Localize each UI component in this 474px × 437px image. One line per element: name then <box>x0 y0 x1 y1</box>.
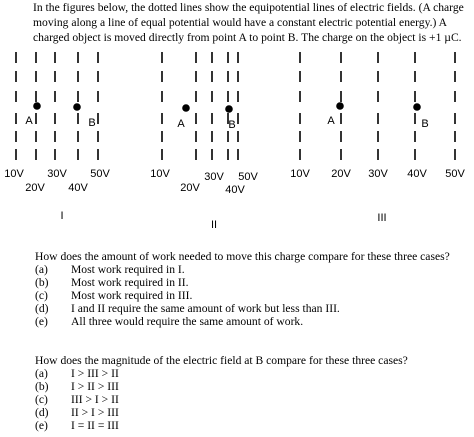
question-1-option-b[interactable] <box>35 276 189 289</box>
option-text: I = II = III <box>71 419 119 432</box>
question-2-text: How does the magnitude of the electric field at B compare for these three cases? <box>35 354 408 367</box>
voltage-label: 40V <box>68 182 88 194</box>
voltage-label: 20V <box>180 182 200 194</box>
point-a-marker <box>182 104 190 112</box>
voltage-label: 50V <box>445 168 465 180</box>
point-b-label: B <box>228 119 236 131</box>
voltage-label: 50V <box>238 171 258 183</box>
option-text: I > III > II <box>71 367 119 380</box>
voltage-label: 30V <box>47 168 67 180</box>
question-2-option-e[interactable] <box>35 419 119 432</box>
voltage-label: 50V <box>90 168 110 180</box>
point-a-marker <box>336 102 344 110</box>
question-2-option-a[interactable] <box>35 367 119 380</box>
question-2-option-d[interactable] <box>35 406 119 419</box>
option-letter: (a) <box>35 263 48 276</box>
point-a-label: A <box>327 115 335 127</box>
option-text: II > I > III <box>71 406 119 419</box>
voltage-label: 40V <box>225 184 245 196</box>
figure-label: III <box>377 212 387 224</box>
option-letter: (b) <box>35 276 49 289</box>
question-2-option-b[interactable] <box>35 380 119 393</box>
point-a-label: A <box>177 118 185 130</box>
option-text: I and II require the same amount of work but less than III. <box>71 302 340 315</box>
option-text: Most work required in I. <box>71 263 185 276</box>
option-letter: (e) <box>35 419 48 432</box>
voltage-label: 10V <box>4 168 24 180</box>
option-text: All three would require the same amount of work. <box>71 315 304 328</box>
question-1-option-d[interactable] <box>35 302 340 315</box>
voltage-label: 20V <box>25 182 45 194</box>
point-b-marker <box>73 103 81 111</box>
point-a-label: A <box>25 115 33 127</box>
figure-label: I <box>60 210 64 222</box>
point-b-marker <box>413 103 421 111</box>
voltage-label: 30V <box>204 171 224 183</box>
question-1-option-e[interactable] <box>35 315 303 328</box>
question-2-option-c[interactable] <box>35 393 119 406</box>
voltage-label: 10V <box>290 168 310 180</box>
point-a-marker <box>33 102 41 110</box>
option-letter: (c) <box>35 289 48 302</box>
point-b-label: B <box>88 117 96 129</box>
option-letter: (d) <box>35 302 49 315</box>
option-text: Most work required in III. <box>71 289 193 302</box>
point-b-marker <box>225 105 233 113</box>
voltage-label: 20V <box>331 168 351 180</box>
question-1-text: How does the amount of work needed to move this charge compare for these three cases? <box>35 250 450 263</box>
option-letter: (d) <box>35 406 49 419</box>
option-letter: (c) <box>35 393 48 406</box>
point-b-label: B <box>421 118 429 130</box>
option-letter: (e) <box>35 315 48 328</box>
option-letter: (b) <box>35 380 49 393</box>
option-letter: (a) <box>35 367 48 380</box>
intro-paragraph: In the figures below, the dotted lines show the equipotential lines of electric fields. (A charge moving along a line of equal potential would have a constant electric potential energy.) A charged object is moved directly from point A to point B. The charge on the object is +1 µC. <box>33 1 464 44</box>
option-text: Most work required in II. <box>71 276 189 289</box>
voltage-label: 40V <box>407 168 427 180</box>
voltage-label: 10V <box>150 168 170 180</box>
option-text: I > II > III <box>71 380 119 393</box>
figure-label: II <box>210 219 218 231</box>
voltage-label: 30V <box>368 168 388 180</box>
question-1-option-a[interactable] <box>35 263 185 276</box>
question-1-option-c[interactable] <box>35 289 192 302</box>
option-text: III > I > II <box>71 393 119 406</box>
